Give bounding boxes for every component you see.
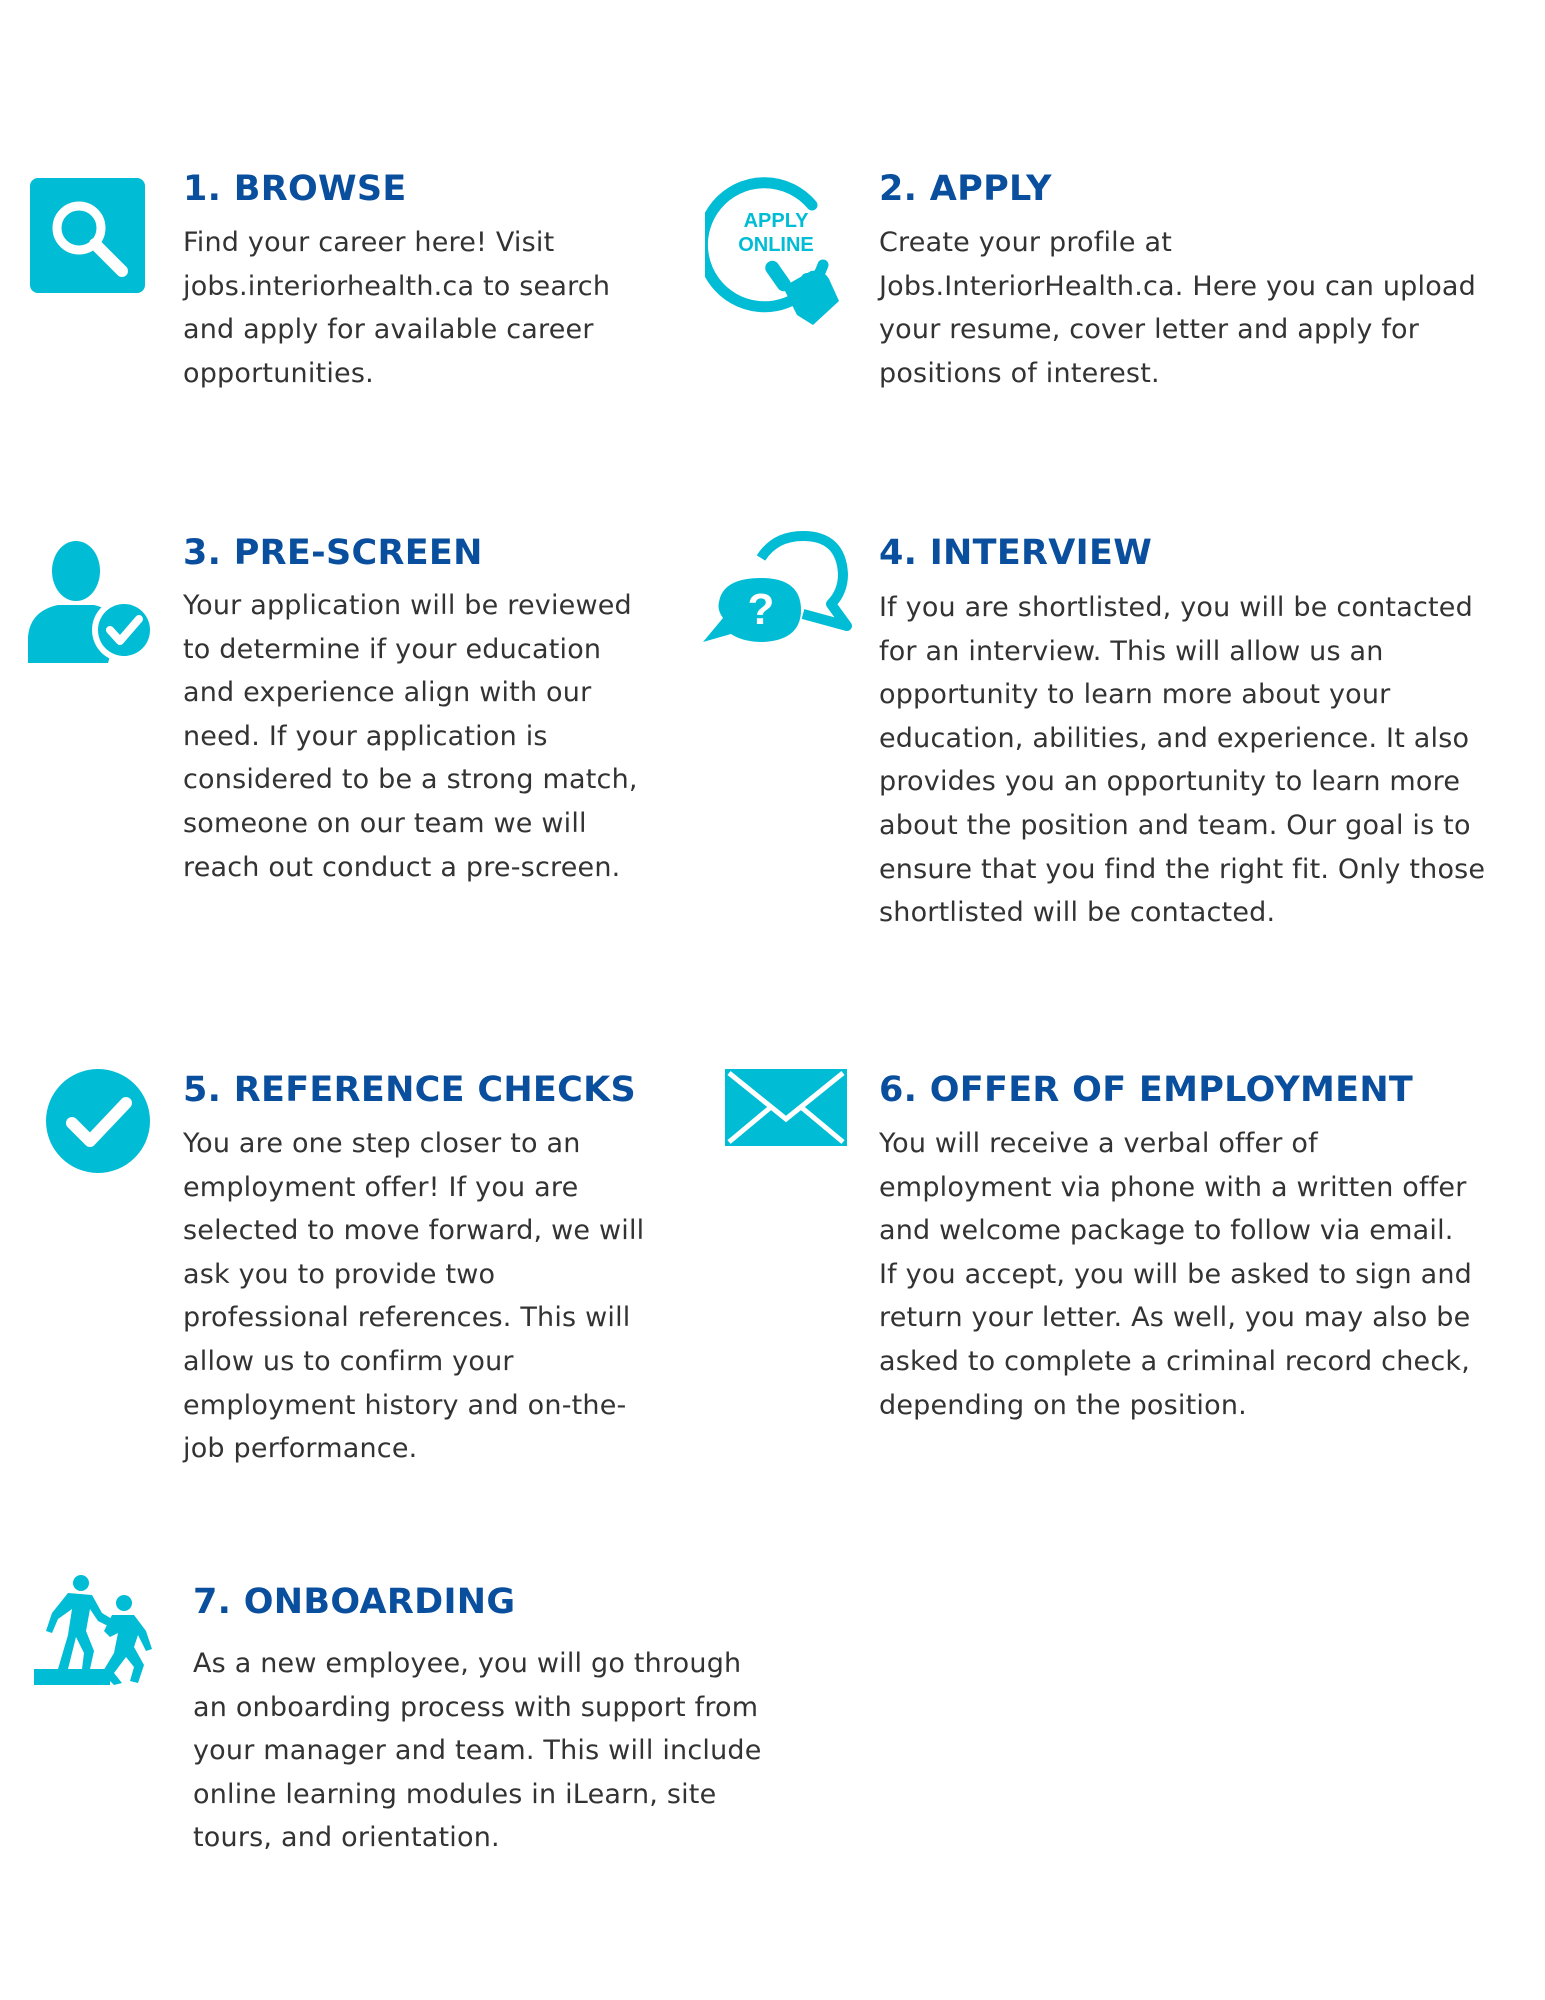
step-description: You are one step closer to an employment offer! If you are selected to move forward, we will ask you to provide two professional references. This will allow us to confirm your employment history and on-the-job performance. [183, 1128, 645, 1465]
step-title: 4. INTERVIEW [879, 533, 1153, 573]
step-description: Your application will be reviewed to determine if your education and experience align with our need. If your application is considered to be a strong match, someone on our team we will reach out conduct a pre-screen. [183, 590, 638, 883]
magnifier-icon [30, 178, 145, 293]
question-chat-icon [703, 530, 863, 648]
person-check-icon [28, 537, 158, 663]
step-title: 7. ONBOARDING [193, 1582, 516, 1622]
apply-online-icon [705, 175, 855, 335]
svg-text:?: ? [747, 585, 775, 634]
apply-icon-text-1: APPLY [743, 210, 809, 232]
step-description: Find your career here! Visit jobs.interiorhealth.ca to search and apply for available career opportunities. [183, 227, 611, 389]
envelope-icon [725, 1069, 847, 1146]
helping-hand-icon [28, 1575, 156, 1687]
step-description: Create your profile at Jobs.InteriorHealth.ca. Here you can upload your resume, cover letter and apply for positions of interest. [879, 227, 1477, 389]
step-title: 6. OFFER OF EMPLOYMENT [879, 1070, 1414, 1110]
step-description: You will receive a verbal offer of employment via phone with a written offer and welcome package to follow via email. If you accept, you will be asked to sign and return your letter. As well, you may also be asked to complete a criminal record check, depending on the position. [879, 1128, 1472, 1421]
step-description: If you are shortlisted, you will be contacted for an interview. This will allow us an opportunity to learn more about your education, abilities, and experience. It also provides you an opportunity to learn more about the position and team. Our goal is to ensure that you find the right fit. Only those shortlisted will be contacted. [879, 592, 1486, 929]
checkmark-circle-icon [46, 1069, 150, 1173]
step-title: 1. BROWSE [183, 169, 407, 209]
step-title: 2. APPLY [879, 169, 1052, 209]
step-title: 5. REFERENCE CHECKS [183, 1070, 637, 1110]
step-description: As a new employee, you will go through an onboarding process with support from your manager and team. This will include online learning modules in iLearn, site tours, and orientation. [193, 1648, 762, 1854]
step-title: 3. PRE-SCREEN [183, 533, 483, 573]
apply-icon-text-2: ONLINE [738, 234, 814, 256]
